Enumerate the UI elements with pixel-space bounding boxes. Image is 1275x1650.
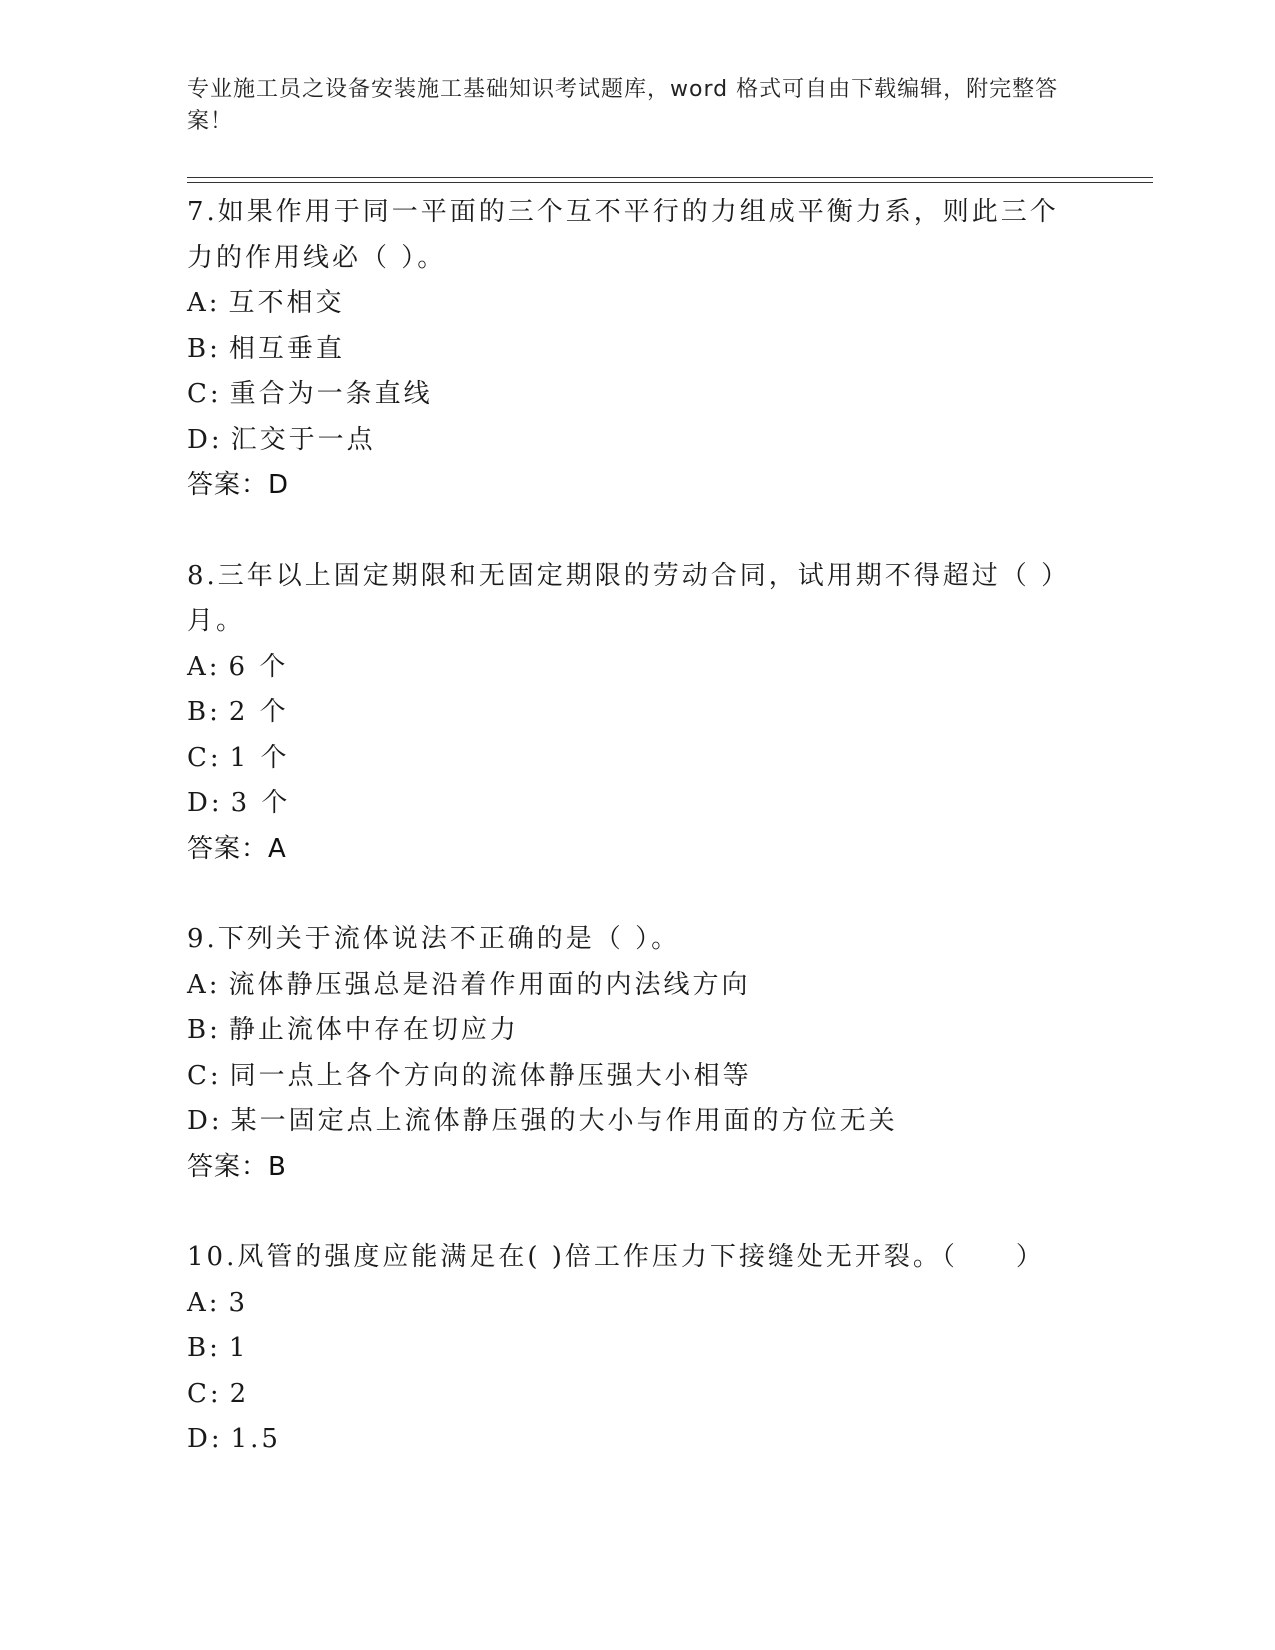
option-text: 1.5 xyxy=(230,1424,281,1454)
option-b: B: 相互垂直 xyxy=(187,333,345,364)
header-divider-bottom xyxy=(187,182,1153,183)
option-letter: B xyxy=(187,697,210,727)
option-letter: C xyxy=(187,742,210,773)
option-c: C: 2 xyxy=(187,1378,250,1409)
header-divider-top xyxy=(187,177,1153,178)
option-text: 某一固定点上流体静压强的大小与作用面的方位无关 xyxy=(230,1106,898,1136)
question-7 xyxy=(187,190,1087,509)
option-text: 同一点上各个方向的流体静压强大小相等 xyxy=(229,1060,752,1091)
option-letter: C xyxy=(187,1060,210,1091)
document-header: 专业施工员之设备安装施工基础知识考试题库，word 格式可自由下载编辑，附完整答案！ xyxy=(187,77,1059,134)
option-letter: B xyxy=(187,1015,210,1045)
option-letter: A xyxy=(187,651,209,682)
option-text: 1 xyxy=(228,1333,249,1363)
option-text: 6 个 xyxy=(228,651,289,682)
question-text: 9.下列关于流体说法不正确的是（ ）。 xyxy=(187,924,681,954)
option-letter: B xyxy=(187,333,210,364)
option-text: 2 xyxy=(229,1378,250,1409)
option-text: 流体静压强总是沿着作用面的内法线方向 xyxy=(228,969,751,1000)
question-10 xyxy=(187,1235,1087,1463)
question-text: 7.如果作用于同一平面的三个互不平行的力组成平衡力系，则此三个力的作用线必（ ）。 xyxy=(187,197,1059,273)
answer-label: 答案：A xyxy=(187,833,287,864)
answer-label: 答案：B xyxy=(187,1151,287,1182)
option-c: C: 1 个 xyxy=(187,742,290,773)
option-text: 重合为一条直线 xyxy=(229,379,433,409)
option-d: D: 3 个 xyxy=(187,788,291,818)
option-a: A: 互不相交 xyxy=(187,288,345,318)
option-text: 互不相交 xyxy=(228,288,345,318)
option-text: 汇交于一点 xyxy=(230,424,376,455)
question-9 xyxy=(187,917,1087,1190)
option-b: B: 2 个 xyxy=(187,697,289,727)
option-letter: A xyxy=(187,969,209,1000)
option-d: D: 某一固定点上流体静压强的大小与作用面的方位无关 xyxy=(187,1106,898,1136)
option-text: 1 个 xyxy=(229,742,290,773)
option-a: A: 3 xyxy=(187,1287,249,1318)
option-c: C: 重合为一条直线 xyxy=(187,379,433,409)
option-a: A: 流体静压强总是沿着作用面的内法线方向 xyxy=(187,969,751,1000)
option-letter: C xyxy=(187,1378,210,1409)
option-letter: B xyxy=(187,1333,210,1363)
question-text: 10.风管的强度应能满足在( )倍工作压力下接缝处无开裂。（ ） xyxy=(187,1242,1045,1272)
option-c: C: 同一点上各个方向的流体静压强大小相等 xyxy=(187,1060,752,1091)
option-text: 3 xyxy=(228,1287,249,1318)
option-text: 相互垂直 xyxy=(228,333,345,364)
option-d: D: 1.5 xyxy=(187,1424,281,1454)
question-text: 8.三年以上固定期限和无固定期限的劳动合同，试用期不得超过（ ）月。 xyxy=(187,560,1071,636)
option-letter: D xyxy=(187,1106,211,1136)
option-letter: D xyxy=(187,1424,211,1454)
option-letter: A xyxy=(187,288,209,318)
option-b: B: 1 xyxy=(187,1333,249,1363)
option-letter: A xyxy=(187,1287,209,1318)
option-text: 3 个 xyxy=(230,788,291,818)
answer-label: 答案：D xyxy=(187,470,290,500)
question-8 xyxy=(187,554,1087,873)
option-b: B: 静止流体中存在切应力 xyxy=(187,1015,519,1045)
option-letter: D xyxy=(187,788,211,818)
option-d: D: 汇交于一点 xyxy=(187,424,376,455)
option-letter: D xyxy=(187,424,211,455)
option-text: 静止流体中存在切应力 xyxy=(228,1015,519,1045)
option-text: 2 个 xyxy=(228,697,289,727)
option-letter: C xyxy=(187,379,210,409)
question-list xyxy=(187,190,1087,1463)
option-a: A: 6 个 xyxy=(187,651,289,682)
